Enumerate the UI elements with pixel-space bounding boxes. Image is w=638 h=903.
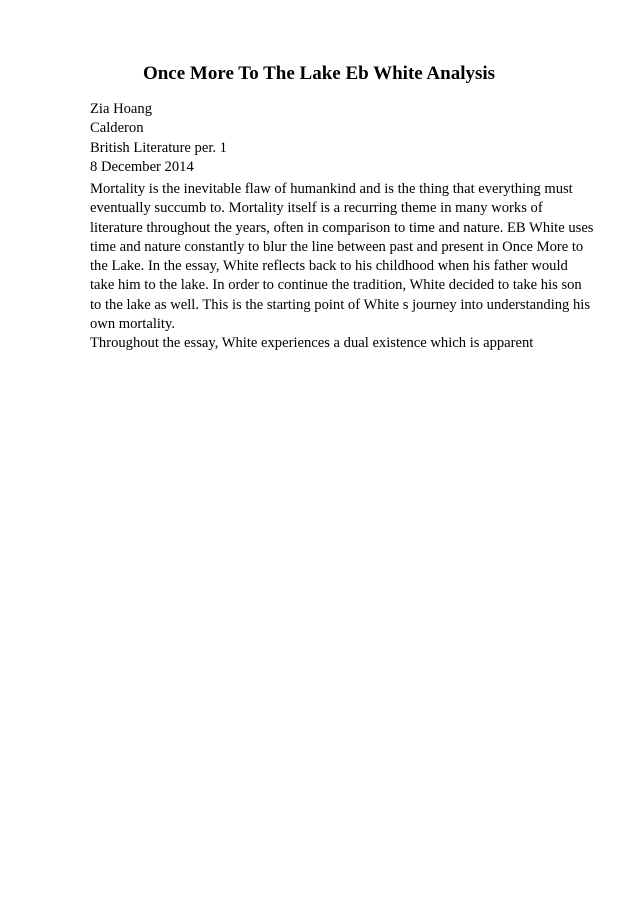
document-title: Once More To The Lake Eb White Analysis — [142, 63, 496, 84]
author-name: Zia Hoang — [90, 101, 153, 117]
body-paragraph — [90, 180, 600, 354]
body-line: to the lake as well. This is the starting point of White s journey into understanding his — [90, 296, 591, 313]
teacher-name: Calderon — [90, 120, 144, 137]
document-date: 8 December 2014 — [90, 158, 194, 175]
body-line: eventually succumb to. Mortality itself is a recurring theme in many works of — [90, 200, 543, 217]
body-line: Mortality is the inevitable flaw of humankind and is the thing that everything must — [90, 181, 573, 197]
document-header — [90, 100, 590, 177]
body-line: Throughout the essay, White experiences a dual existence which is apparent — [90, 335, 534, 352]
course-name: British Literature per. 1 — [90, 139, 227, 156]
body-line: own mortality. — [90, 316, 175, 333]
body-line: time and nature constantly to blur the line between past and present in Once More to — [90, 238, 584, 255]
body-line: take him to the lake. In order to continue the tradition, White decided to take his son — [90, 277, 582, 294]
body-line: the Lake. In the essay, White reflects back to his childhood when his father would — [90, 258, 568, 275]
body-line: literature throughout the years, often in comparison to time and nature. EB White uses — [90, 219, 594, 236]
